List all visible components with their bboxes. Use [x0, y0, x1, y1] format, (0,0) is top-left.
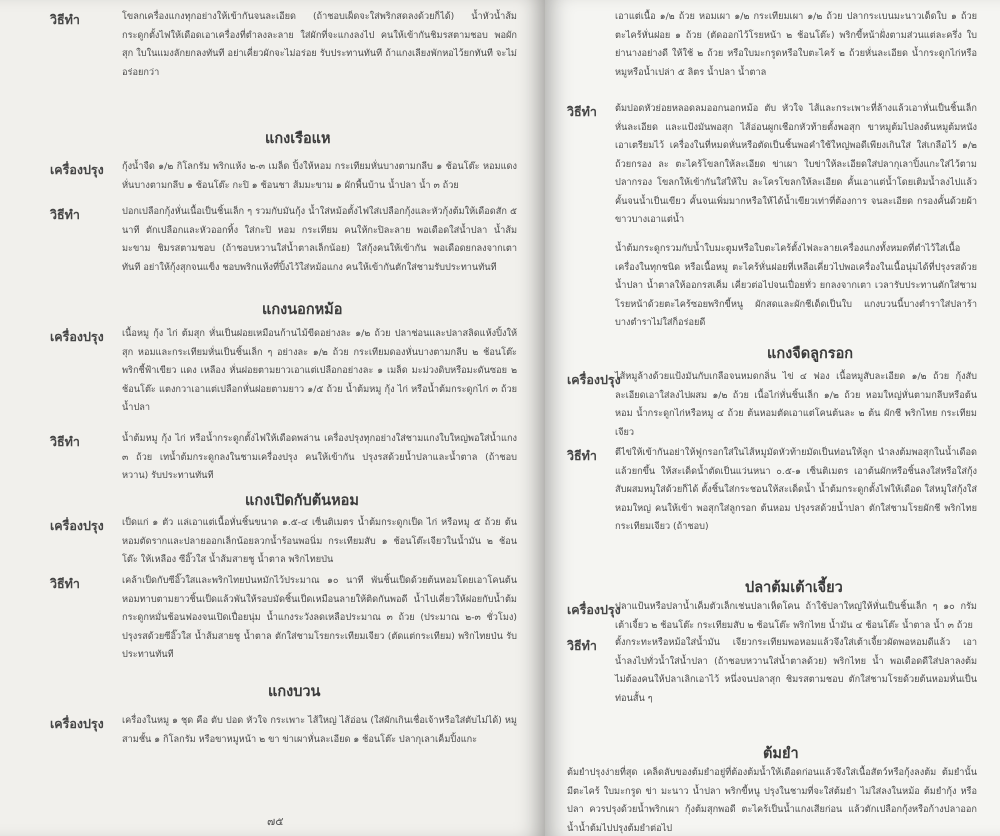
method-label: วิธีทำ — [50, 12, 80, 27]
page-number: ๗๕ — [267, 815, 284, 828]
ingredients-block — [50, 514, 520, 570]
method-text: ต้มปอดหัวย่อยหลอดลมออกนอกหม้อ ตับ หัวใจ ไส้และกระเพาะที่ล้างแล้วเอาหั่นเป็นชิ้นเล็กหั่นละเอียด และแป้งมันพอสุก ไส้อ่อนผูกเชือกหัวท้ายตั้งพอสุก ขาหมูต้มไปลงต้นหมูต้มหนังเอาเตรียมไว้ เครื่องในที่หมดหั่นหรือตัดเป็นชิ้นพอคำใช้ใหญ่พอดีเพียงเกินใส่ ใส่เกลือไว้ ๑/๒ ถ้วยกรอง ละ ตะไคร้โขลกให้ละเอียด ข่าเผา ใบข่าให้ละเอียดใส่ปลากุเลาปิ้งแกะใส่ไว้ตามปลากรอง โขลกให้เข้ากันใส่ให้ใบ ละโครโขลกให้ละเอียด คั้นเอาแต่น้ำโดยเติมน้ำลงไปแล้วคั้นจนน้ำเป็นเขียว คั้นจนเพิ่มมากหรือให้ได้น้ำเขียวเท่าที่ต้องการ จนละเอียด กรองคั้นด้วยผ้าขาวบางเอาแต่น้ำ — [615, 103, 977, 225]
method-text: ตั้งกระทะหรือหม้อใส่น้ำมัน เจียวกระเทียมพอหอมแล้วจึงใส่เต้าเจี้ยวผัดพอหอมดีแล้ว เอาน้ำลงไปทั่วน้ำใส่น้ำปลา (ถ้าชอบหวานใส่น้ำตาลด้วย) พริกไทย น้ำ พอเดือดดีใส่ปลาลงต้ม ไม่ต้องคนให้ปลาเลิกเอาไว้ หนึ่งจนปลาสุก ชิมรสตามชอบ ตักใส่ชามโรยด้วยต้นหอมหั่นเป็นท่อนสั้น ๆ — [615, 637, 977, 704]
ingredients-label: เครื่องปรุง — [50, 329, 104, 344]
continuation-text: น้ำต้มกระดูกรวมกับน้ำใบมะตูมหรือใบตะไคร้ตั้งไฟละลายเครื่องแกงทั้งหมดที่ตำไว้ใส่เนื้อเครื่องในทุกชนิด หรือเนื้อหมู ตะไคร้หั่นฝอยที่เหลือเคี่ยวไปพอเครื่องในเนื้อนุ่มได้ที่ปรุงรสด้วยน้ำปลา น้ำตาลให้ออกรสเค็ม เคี่ยวต่อไปจนเปื่อยทั่ว ยกลงจากเตา เวลารับประทานตักใส่ชามโรยหน้าด้วยตะไคร้ซอยพริกขี้หนู ผักสดและผักชีเด็ดเป็นใบ แกงบวนนี้บางตำราใส่ปลาร้า บางตำราไม่ใส่ก็อร่อยดี — [615, 243, 977, 328]
section-title: ปลาต้มเต้าเจี้ยว — [745, 580, 843, 596]
ingredients-text: เป็ดแก่ ๑ ตัว แล่เอาแต่เนื้อหั่นชิ้นขนาด ๑.๕-๔ เซ็นติเมตร น้ำต้มกระดูกเป็ด ไก่ หรือหมู ๕ ถ้วย ต้นหอมตัดรากและปลายออกเล็กน้อยลวกน้ำร้อนพอนิ่ม กระเทียมสับ ๑ ช้อนโต๊ะเจียวในน้ำมัน ๒ ช้อนโต๊ะ ให้เหลือง ซีอิ๊วใส น้ำส้มสายชู น้ำตาล พริกไทยป่น — [122, 517, 517, 565]
section-title: แกงเปิดกับต้นหอม — [245, 493, 359, 509]
ingredients-label: เครื่องปรุง — [50, 162, 104, 177]
method-block — [50, 203, 520, 277]
ingredients-text: ปลาแป้นหรือปลาน้ำเค็มตัวเล็กเช่นปลาเห็ดโคน ถ้าใช้ปลาใหญ่ให้หั่นเป็นชิ้นเล็ก ๆ ๑๐ กรัม เต้าเจี้ยว ๒ ช้อนโต๊ะ กระเทียมสับ ๒ ช้อนโต๊ะ พริกไทย น้ำมัน ๔ ช้อนโต๊ะ น้ำตาล น้ำ ๓ ถ้วย — [615, 601, 977, 631]
ingredients-text: ไส้หมูล้างด้วยแป้งมันกับเกลือจนหมดกลิ่น ไข่ ๔ ฟอง เนื้อหมูสับละเอียด ๑/๒ ถ้วย กุ้งสับละเอียดเอาใส่ลงไปผสม ๑/๒ ถ้วย เนื้อไก่หั่นชิ้นเล็ก ๑/๒ ถ้วย หอมใหญ่หั่นตามกลีบหรือต้นหอม น้ำกระดูกไก่หรือหมู ๔ ถ้วย ต้นหอมตัดเอาแต่โคนต้นละ ๒ ต้น ผักชี พริกไทย กระเทียมเจียว — [615, 371, 977, 438]
method-label: วิธีทำ — [567, 638, 597, 653]
method-label: วิธีทำ — [50, 434, 80, 449]
section-title: ต้มยำ — [763, 746, 799, 762]
method-text: ตีไข่ให้เข้ากันอย่าให้ฟูกรอกใส่ในไส้หมูมัดหัวท้ายมัดเป็นท่อนให้ลูก นำลงต้มพอสุกในน้ำเดือดแล้วยกขึ้น ให้สะเด็ดน้ำตัดเป็นแว่นหนา ๐.๕-๑ เซ็นติเมตร เอาต้นผักหรือชิ้นลงใส่หรือใส่กุ้งสับผสมหมูใส่ด้วยก็ได้ ตั้งชิ้นใส่กระชอนให้สะเด็ดน้ำ น้ำต้มกระดูกตั้งไฟให้เดือด ใส่หมูใส่กุ้งใส่หอมใหญ่ คนให้เข้า พอสุกใส่ลูกรอก ต้นหอม ปรุงรสด้วยน้ำปลา ตักใส่ชามโรยผักชี พริกไทย กระเทียมเจียว (ถ้าชอบ) — [615, 447, 977, 532]
section-title: แกงเรือแห — [265, 131, 331, 147]
method-text: น้ำต้มหมู กุ้ง ไก่ หรือน้ำกระดูกตั้งไฟให้เดือดพล่าน เครื่องปรุงทุกอย่างใส่ชามแกงใบใหญ่พอใส่น้ำแกง ๓ ถ้วย เทน้ำต้มกระดูกลงในชามเครื่องปรุง คนให้เข้ากัน ปรุงรสด้วยน้ำปลาและน้ำตาล (ถ้าชอบหวาน) รับประทานทันที — [122, 433, 517, 481]
method-block — [50, 572, 520, 665]
ingredients-label: เครื่องปรุง — [567, 602, 621, 617]
ingredients-block — [50, 325, 520, 418]
method-label: วิธีทำ — [50, 207, 80, 222]
body-text: ต้มยำปรุงง่ายที่สุด เคล็ดลับของต้มยำอยู่ที่ต้องต้มน้ำให้เดือดก่อนแล้วจึงใส่เนื้อสัตว์หรือกุ้งลงต้ม ต้มยำนั้นมีตะไคร้ ใบมะกรูด ข่า มะนาว น้ำปลา พริกขี้หนู ปรุงในชามที่จะใส่ต้มยำ ไม่ใส่ลงในหม้อ ต้มยำกุ้ง หรือปลา ควรปรุงด้วยน้ำพริกเผา กุ้งต้มสุกพอดี ตะไคร้เป็นน้ำแกงเสียก่อน แล้วตักเปลือกกุ้งหรือก้างปลาออก น้ำน้ำต้มไปปรุงต้มยำต่อไป — [567, 767, 977, 834]
ingredients-block — [567, 368, 987, 442]
section-title: แกงจืดลูกรอก — [767, 346, 854, 362]
intro-method — [50, 8, 520, 82]
method-block — [567, 634, 987, 708]
method-label: วิธีทำ — [50, 576, 80, 591]
ingredients-label: เครื่องปรุง — [50, 716, 104, 731]
ingredients-label: เครื่องปรุง — [567, 372, 621, 387]
section-title: แกงนอกหม้อ — [262, 302, 343, 318]
method-label: วิธีทำ — [567, 104, 597, 119]
ingredients-text: กุ้งน้ำจืด ๑/๒ กิโลกรัม พริกแห้ง ๒-๓ เมล็ด ปิ้งให้หอม กระเทียมหั่นบางตามกลีบ ๑ ช้อนโต๊ะ หอมแดงหั่นบางตามกลีบ ๑ ช้อนโต๊ะ กะปิ ๑ ช้อนชา ส้มมะขาม ๑ ผักพื้นบ้าน น้ำปลา น้ำ ๓ ถ้วย — [122, 161, 517, 191]
ingredients-label: เครื่องปรุง — [50, 518, 104, 533]
right-page — [545, 0, 1000, 836]
method-text: เคล้าเป็ดกับซีอิ๊วใสและพริกไทยป่นหมักไว้ประมาณ ๑๐ นาที พันชิ้นเป็ดด้วยต้นหอมโดยเอาโคนต้นหอมทาบตามยาวชิ้นเป็ดแล้วพันให้รอบมัดชิ้นเป็ดเหมือนลายให้ติดกันพอดี น้ำไปเคี่ยวให้ฝอยกับน้ำต้มกระดูกหมั่นช้อนฟองจนเปิดเปื่อยนุ่ม น้ำแกงระวังลดเหลือประมาณ ๓ ถ้วย (ประมาณ ๒-๓ ชั่วโมง) ปรุงรสด้วยซีอิ๊วใส น้ำส้มสายชู น้ำตาล ตักใส่ชามโรยกระเทียมเจียว (ตัดแต่กระเทียม) พริกไทยป่น รับประทานทันที — [122, 575, 517, 660]
method-block — [50, 430, 520, 486]
section-title: แกงบวน — [268, 684, 321, 700]
ingredients-block — [50, 712, 520, 749]
method-block — [567, 100, 987, 230]
ingredients-text: เนื้อหมู กุ้ง ไก่ ต้มสุก หั่นเป็นฝอยเหมือนก้านไม้ขีดอย่างละ ๑/๒ ถ้วย ปลาช่อนและปลาสลิดแห้งปิ้งให้สุก หอมและกระเทียมหั่นเป็นชิ้นเล็ก ๆ อย่างละ ๑/๒ ถ้วย กระเทียมดองหั่นบางตามกลีบ ๒ ช้อนโต๊ะ พริกชี้ฟ้าเขียว แดง เหลือง หั่นฝอยตามยาวเอาแต่เปลือกอย่างละ ๑ เมล็ด มะม่วงดิบหรือมะดันซอย ๒ ช้อนโต๊ะ แตงกวาเอาแต่เปลือกหั่นฝอยตามยาว ๑/๕ ถ้วย น้ำต้มหมู กุ้ง ไก่ หรือน้ำต้มกระดูกไก่ ๓ ถ้วย น้ำปลา — [122, 328, 517, 413]
method-text: โขลกเครื่องแกงทุกอย่างให้เข้ากันจนละเอียด (ถ้าชอบเผ็ดจะใส่พริกสดลงด้วยก็ได้) น้ำหัวน้ำส้ม กระดูกตั้งไฟให้เดือดเอาเครื่องที่ตำลงละลาย ใส่ผักที่จะแกงลงไป คนให้เข้ากันชิมรสตามชอบ พอผักสุก ใบในแมงลักยกลงทันที อย่าเคี่ยวผักจะไม่อร่อย รับประทานทันที ถ้าแกงเลียงพักหอไว้ยกทันที จะไม่อร่อยกว่า — [122, 11, 517, 78]
method-label: วิธีทำ — [567, 448, 597, 463]
continuation-text: เอาแต่เนื้อ ๑/๒ ถ้วย หอมเผา ๑/๒ กระเทียมเผา ๑/๒ ถ้วย ปลากระเบนมะนาวเด็ดใบ ๑ ถ้วย ตะไคร้หั่นฝอย ๑ ถ้วย (ตัดออกไว้โรยหน้า ๒ ช้อนโต๊ะ) พริกขี้หน้าฝั่งตามส่วนแต่ละครึ่ง ใบย่านางอย่างดี ให้ใช้ ๒ ถ้วย หรือใบมะกรูดหรือใบตะไคร้ ๒ ถ้วยหั่นละเอียด น้ำกระดูกไก่หรือหมูหรือน้ำเปล่า ๕ ลิตร น้ำปลา น้ำตาล — [615, 11, 977, 78]
ingredients-block — [567, 598, 987, 635]
ingredients-text: เครื่องในหมู ๑ ชุด คือ ตับ ปอด หัวใจ กระเพาะ ไส้ใหญ่ ไส้อ่อน (ใส่ผักเกินเชื่อเจ้าหรือใส่ตับไม่ได้) หมูสามชั้น ๑ กิโลกรัม หรือขาหมูหน้า ๒ ขา ข่าเผาหั่นละเอียด ๑ ช้อนโต๊ะ ปลากุเลาเค็มปิ้งแกะ — [122, 715, 517, 745]
method-text: ปอกเปลือกกุ้งหั่นเนื้อเป็นชิ้นเล็ก ๆ รวมกับมันกุ้ง น้ำใส่หม้อตั้งไฟใส่เปลือกกุ้งและหัวกุ้งต้มให้เดือดสัก ๕ นาที ตักเปลือกและหัวออกทิ้ง ใส่กะปิ หอม กระเทียม คนให้กะปิละลาย พอเดือดใส่น้ำปลา น้ำส้มมะขาม ชิมรสตามชอบ (ถ้าชอบหวานใส่น้ำตาลเล็กน้อย) ใส่กุ้งคนให้เข้ากัน พอเดือดยกลงจากเตาทันที อย่าให้กุ้งสุกจนแข็ง ชอบพริกแห้งที่ปิ้งไว้ใส่หม้อแกง คนให้เข้ากันตักใส่ชามรับประทานทันที — [122, 206, 517, 273]
ingredients-block — [50, 158, 520, 195]
method-block — [567, 444, 987, 537]
